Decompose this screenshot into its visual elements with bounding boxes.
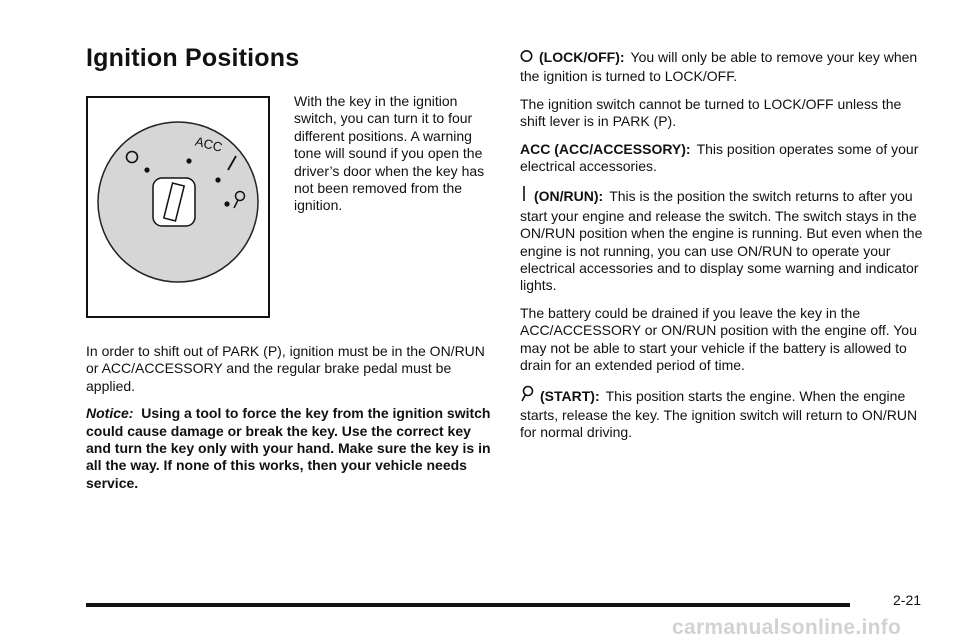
right-column-text (520, 48, 930, 452)
position-dot (215, 177, 220, 182)
on-run-term: (ON/RUN): (534, 188, 604, 205)
park-paragraph: In order to shift out of PARK (P), ignition must be in the ON/RUN or ACC/ACCESSORY and the regular brake pedal must be applied. (86, 343, 485, 394)
key-slot-icon (153, 178, 195, 226)
watermark: carmanualsonline.info (672, 616, 902, 639)
acc-label: ACC (193, 133, 224, 155)
position-dot (144, 167, 149, 172)
on-run-text: This is the position the switch returns to after you start your engine and release the switch. The switch stays in the ON/RUN position when the engine is running. But even when the engine is not running, you can use ON/RUN to operate your electrical accessories and to display some warning and indicator lights. (520, 188, 923, 294)
battery-paragraph: The battery could be drained if you leave the key in the ACC/ACCESSORY or ON/RUN position with the engine off. You may not be able to start your vehicle if the battery is allowed to drain for an extended period of time. (520, 304, 917, 374)
page-number: 2-21 (893, 592, 922, 608)
lock-paragraph (520, 48, 930, 86)
start-symbol-icon (520, 385, 534, 407)
position-dot (224, 201, 229, 206)
acc-paragraph (520, 141, 930, 176)
notice-label: Notice: (86, 405, 134, 422)
start-term: (START): (540, 387, 600, 404)
lock-symbol-icon (520, 48, 533, 68)
left-column-text (86, 343, 496, 502)
notice-paragraph (86, 405, 496, 492)
lock-term: (LOCK/OFF): (539, 49, 625, 65)
on-run-symbol-icon (520, 185, 528, 207)
page-title: Ignition Positions (86, 44, 300, 72)
acc-term: ACC (ACC/ACCESSORY): (520, 140, 691, 157)
start-text: This position starts the engine. When the engine starts, release the key. The ignition switch will return to ON/RUN for normal driving. (520, 387, 918, 441)
acc-text: This position operates some of your electrical accessories. (520, 140, 919, 175)
lock-shift-paragraph: The ignition switch cannot be turned to LOCK/OFF unless the shift lever is in PARK (P). (520, 95, 902, 130)
start-paragraph (520, 385, 930, 442)
notice-text: Using a tool to force the key from the ignition switch could cause damage or break the key. Use the correct key and turn the key only with your hand. Make sure the key is in all the way. If none of this works, then your vehicle needs service. (86, 405, 491, 491)
position-dot (186, 158, 191, 163)
ignition-switch-illustration (86, 96, 270, 318)
lock-text: You will only be able to remove your key when the ignition is turned to LOCK/OFF. (520, 49, 918, 85)
on-run-paragraph (520, 185, 930, 294)
intro-paragraph: With the key in the ignition switch, you can turn it to four different positions. A warning tone will sound if you open the driver’s door when the key has not been removed from the ignition. (294, 93, 485, 214)
footer-rule (86, 603, 850, 607)
